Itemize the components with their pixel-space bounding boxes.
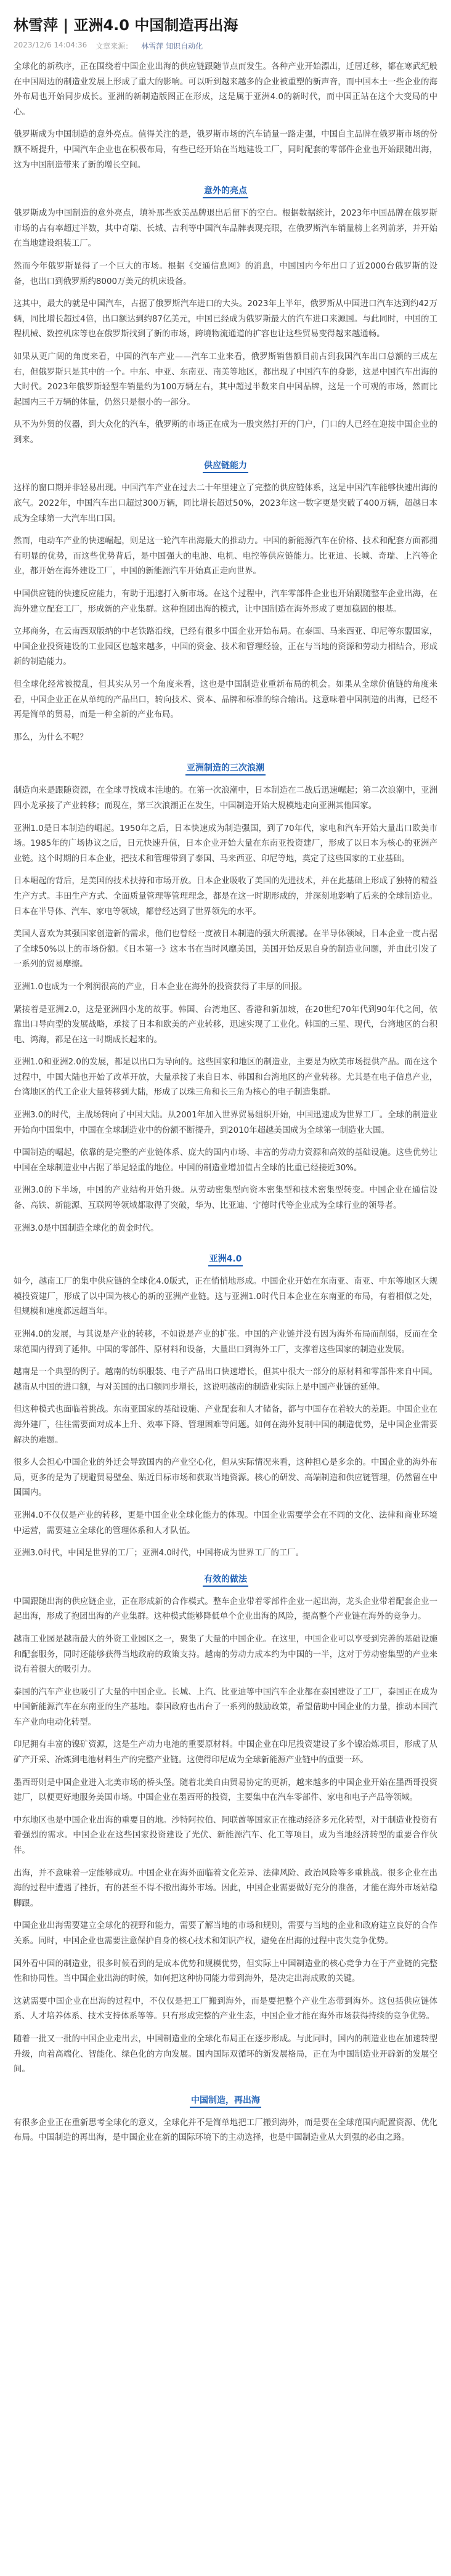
section-heading	[14, 1252, 437, 1266]
paragraph: 立邦商务，在云南西双版纳的中老铁路沿线，已经有很多中国企业开始布局。在泰国、马来西亚、印尼等东盟国家，中国企业投资建设的工业园区也越来越多，中国的资金、技术和管理经验，正在与当地的资源和劳动力相结合，形成新的制造能力。	[14, 627, 437, 667]
paragraph: 亚洲1.0和亚洲2.0的发展，都是以出口为导向的。这些国家和地区的制造业，主要是为欧美市场提供产品。而在这个过程中，中国大陆也开始了改革开放，大量承接了来自日本、韩国和台湾地区的产业转移。尤其是在电子信息产业，台湾地区的代工企业大量转移到大陆，形成了以珠三角和长三角为核心的电子制造集群。	[14, 1058, 437, 1098]
paragraph: 美国人喜欢为其强国家创造新的需求，他们也曾经一度被日本制造的强大所震撼。在半导体领域，日本企业一度占据了全球50%以上的市场份额。《日本第一》这本书在当时风靡美国，美国开始反思自身的制造业问题，并由此引发了一系列的贸易摩擦。	[14, 930, 437, 970]
section-heading	[14, 761, 437, 775]
article-meta	[14, 41, 437, 51]
paragraph: 从不为外贸的仪器，到大众化的汽车，俄罗斯的市场正在成为一股突然打开的门户，门口的人已经在迎接中国企业的到来。	[14, 420, 437, 445]
publish-date: 2023/12/6 14:04:36	[14, 41, 87, 49]
paragraph: 但这种模式也面临着挑战。东南亚国家的基础设施、产业配套和人才储备，都与中国存在着较大的差距。中国企业在海外建厂，往往需要面对成本上升、效率下降、管理困难等问题。如何在海外复制中国的制造优势，是中国企业需要解决的难题。	[14, 1405, 437, 1445]
paragraph: 中国制造的崛起，依靠的是完整的产业链体系、庞大的国内市场、丰富的劳动力资源和高效的基础设施。这些优势让中国在全球制造业中占据了举足轻重的地位。中国的制造业增加值占全球的比重已经接近30%。	[14, 1148, 437, 1173]
paragraph: 然而，电动车产业的快速崛起，则是这一轮汽车出海最大的推动力。中国的新能源汽车在价格、技术和配套方面都拥有明显的优势，而这些优势背后，是中国强大的电池、电机、电控等供应链能力。比亚迪、长城、奇瑞、上汽等企业，都开始在海外建设工厂，中国的新能源汽车开始真正走向世界。	[14, 537, 437, 577]
paragraph: 那么，为什么不呢？	[14, 732, 88, 742]
paragraph: 制造向来是跟随资源，在全球寻找成本洼地的。在第一次浪潮中，日本制造在二战后迅速崛起；第二次浪潮中，亚洲四小龙承接了产业转移；而现在，第三次浪潮正在发生，中国制造开始大规模地走向亚洲其他国家。	[14, 786, 437, 811]
section-heading	[14, 1573, 437, 1586]
paragraph: 亚洲3.0时代，中国是世界的工厂；亚洲4.0时代，中国将成为世界工厂的工厂。	[14, 1549, 304, 1558]
paragraph: 出海，并不意味着一定能够成功。中国企业在海外面临着文化差异、法律风险、政治风险等多重挑战。很多企业在出海的过程中遭遇了挫折，有的甚至不得不撤出海外市场。因此，中国企业需要做好充分的准备，才能在海外市场站稳脚跟。	[14, 1868, 437, 1908]
paragraph: 俄罗斯成为中国制造的意外亮点，填补那些欧美品牌退出后留下的空白。根据数据统计，2023年中国品牌在俄罗斯市场的占有率超过半数，其中奇瑞、长城、吉利等中国汽车品牌表现亮眼，在俄罗斯汽车销量榜上名列前茅，并开始在当地建设组装工厂。	[14, 209, 437, 249]
source-label: 文章来源：	[95, 42, 133, 51]
section-heading-text: 供应链能力	[203, 461, 248, 473]
paragraph: 亚洲1.0是日本制造的崛起。1950年之后，日本快速成为制造强国，到了70年代，家电和汽车开始大量出口欧美市场。1985年的广场协议之后，日元快速升值，日本企业开始大量在东南亚投资建厂，形成了以日本为核心的亚洲产业链。这个时期的日本企业，把技术和管理带到了泰国、马来西亚、印尼等地，奠定了这些国家的工业基础。	[14, 824, 437, 864]
paragraph: 随着一批又一批的中国企业走出去，中国制造业的全球化布局正在逐步形成。与此同时，国内的制造业也在加速转型升级，向着高端化、智能化、绿色化的方向发展。国内国际双循环的新发展格局，正在为中国制造业开辟新的发展空间。	[14, 2034, 437, 2075]
paragraph: 泰国的汽车产业也吸引了大量的中国企业。长城、上汽、比亚迪等中国汽车企业都在泰国建设了工厂，泰国正在成为中国新能源汽车在东南亚的生产基地。泰国政府也出台了一系列的鼓励政策，希望借助中国企业的力量，推动本国汽车产业向电动化转型。	[14, 1687, 437, 1727]
paragraph: 越南工业园是越南最大的外资工业园区之一，聚集了大量的中国企业。在这里，中国企业可以享受到完善的基础设施和配套服务，同时还能够获得当地政府的政策支持。越南的劳动力成本约为中国的一半，这对于劳动密集型的产业来说有着很大的吸引力。	[14, 1634, 437, 1675]
paragraph: 亚洲3.0的下半场，中国的产业结构开始升级。从劳动密集型向资本密集型和技术密集型转变。中国企业在通信设备、高铁、新能源、互联网等领域都取得了突破，华为、比亚迪、宁德时代等企业成为全球行业的领导者。	[14, 1186, 437, 1211]
paragraph: 这其中，最大的就是中国汽车，占据了俄罗斯汽车进口的大头。2023年上半年，俄罗斯从中国进口汽车达到约42万辆，同比增长超过4倍，出口额达到约87亿美元，中国已经成为俄罗斯最大的汽车进口来源国。与此同时，中国的工程机械、数控机床等也在俄罗斯找到了新的市场，跨境物流通道的扩容也让这些贸易变得越来越通畅。	[14, 299, 437, 339]
paragraph: 中国企业出海需要建立全球化的视野和能力，需要了解当地的市场和规则，需要与当地的企业和政府建立良好的合作关系。同时，中国企业也需要注意保护自身的核心技术和知识产权，避免在出海的过程中丧失竞争优势。	[14, 1921, 437, 1946]
paragraph: 这就需要中国企业在出海的过程中，不仅仅是把工厂搬到海外，而是要把整个产业生态带到海外。这包括供应链体系、人才培养体系、技术支持体系等等。只有形成完整的产业生态，中国企业才能在海外市场获得持续的竞争优势。	[14, 1996, 437, 2022]
paragraph: 亚洲4.0的发展，与其说是产业的转移，不如说是产业的扩张。中国的产业链并没有因为海外布局而削弱，反而在全球范围内得到了延伸。中国的零部件、原材料和设备，大量出口到海外工厂，支撑着这些国家的制造业发展。	[14, 1330, 437, 1355]
paragraph: 日本崛起的背后，是美国的技术扶持和市场开放。日本企业吸收了美国的先进技术，并在此基础上形成了独特的精益生产方式。丰田生产方式、全面质量管理等管理理念，都是在这一时期形成的，并深刻地影响了后来的全球制造业。日本在半导体、汽车、家电等领域，都曾经达到了世界领先的水平。	[14, 877, 437, 917]
section-heading	[14, 2094, 437, 2107]
paragraph: 全球化的新秩序，正在围绕着中国企业出海的供应链跟随节点而发生。各种产业开始漂出，迁居迁移，都在寒武纪般在中国周边的制造业发展上形成了重大的影响。可以听到越来越多的企业被重塑的新声音，而中国本土一些企业的海外布局也开始同步成长。亚洲的新制造版图正在形成，这是属于亚洲4.0的新时代，而中国正站在这个大变局的中心。	[14, 62, 437, 117]
paragraph: 这样的窗口期并非轻易出现。中国汽车产业在过去二十年里建立了完整的供应链体系，这是中国汽车能够快速出海的底气。2022年，中国汽车出口超过300万辆，同比增长超过50%，2023年这一数字更是突破了400万辆，超越日本成为全球第一大汽车出口国。	[14, 484, 437, 524]
paragraph: 中国跟随出海的供应链企业，正在形成新的合作模式。整车企业带着零部件企业一起出海，龙头企业带着配套企业一起出海，形成了抱团出海的产业集群。这种模式能够降低单个企业出海的风险，提高整个产业链在海外的竞争力。	[14, 1597, 437, 1622]
paragraph: 亚洲4.0不仅仅是产业的转移，更是中国企业全球化能力的体现。中国企业需要学会在不同的文化、法律和商业环境中运营，需要建立全球化的管理体系和人才队伍。	[14, 1510, 437, 1536]
paragraph: 紧接着是亚洲2.0，这是亚洲四小龙的故事。韩国、台湾地区、香港和新加坡，在20世纪70年代到90年代之间，依靠出口导向型的发展战略，承接了日本和欧美的产业转移，迅速实现了工业化。韩国的三星、现代，台湾地区的台积电、鸿海，都是在这一时期成长起来的。	[14, 1005, 437, 1045]
section-heading-text: 亚洲4.0	[208, 1254, 243, 1266]
paragraph: 越南是一个典型的例子。越南的纺织服装、电子产品出口快速增长，但其中很大一部分的原材料和零部件来自中国。越南从中国的进口额，与对美国的出口额同步增长，这说明越南的制造业实际上是中国产业链的延伸。	[14, 1367, 437, 1392]
paragraph: 然而今年俄罗斯显得了一个巨大的市场。根据《交通信息网》的消息，中国国内今年出口了近2000台俄罗斯的设备，也出口到俄罗斯约8000万美元的机床设备。	[14, 261, 437, 286]
paragraph: 如果从更广阔的角度来看，中国的汽车产业——汽车工业来看，俄罗斯销售额目前占到我国汽车出口总额的三成左右，但俄罗斯只是其中的一个。中东、中亚、东南亚、南美等地区，都出现了中国汽车的身影，这是中国汽车出海的大时代。2023年俄罗斯轻型车销量约为100万辆左右，其中超过半数来自中国品牌，这是一个可观的市场，然而比起国内三千万辆的体量，仍然只是很小的一部分。	[14, 352, 437, 407]
paragraph: 很多人会担心中国企业的外迁会导致国内的产业空心化，但从实际情况来看，这种担心是多余的。中国企业的海外布局，更多的是为了规避贸易壁垒、贴近目标市场和获取当地资源。核心的研发、高端制造和供应链管理，仍然留在中国国内。	[14, 1458, 437, 1498]
section-heading-text: 亚洲制造的三次浪潮	[185, 763, 266, 776]
paragraph: 亚洲3.0的时代，主战场转向了中国大陆。从2001年加入世界贸易组织开始，中国迅速成为世界工厂。全球的制造业开始向中国集中，中国在全球制造业中的份额不断提升，到2010年超越美国成为全球第一制造业大国。	[14, 1111, 437, 1135]
section-heading	[14, 184, 437, 198]
paragraph: 印尼拥有丰富的镍矿资源，这是生产动力电池的重要原材料。中国企业在印尼投资建设了多个镍冶炼项目，形成了从矿产开采、冶炼到电池材料生产的完整产业链。这使得印尼成为全球新能源产业链中的重要一环。	[14, 1740, 437, 1765]
paragraph: 如今，越南工厂的集中供应链的全球化4.0版式，正在悄悄地形成。中国企业开始在东南亚、南亚、中东等地区大规模投资建厂，形成了以中国为核心的新的亚洲产业链。这与亚洲1.0时代日本企业在东南亚的布局，有着相似之处，但规模和速度都远超当年。	[14, 1277, 437, 1317]
section-heading-text: 有效的做法	[203, 1574, 248, 1587]
paragraph: 亚洲3.0是中国制造全球化的黄金时代。	[14, 1223, 159, 1233]
paragraph: 亚洲1.0也成为一个利润很高的产业，日本企业在海外的投资获得了丰厚的回报。	[14, 982, 307, 992]
paragraph: 但全球化经常被搅乱，但其实从另一个角度来看，这也是中国制造业重新布局的机会。如果从全球价值链的角度来看，中国企业正在从单纯的产品出口，转向技术、资本、品牌和标准的综合输出。这意味着中国制造的出海，已经不再是简单的贸易，而是一种全新的产业布局。	[14, 680, 437, 720]
paragraph: 中东地区也是中国企业出海的重要目的地。沙特阿拉伯、阿联酋等国家正在推动经济多元化转型，对于制造业投资有着强烈的需求。中国企业在这些国家投资建设了光伏、新能源汽车、化工等项目，成为当地经济转型的重要合作伙伴。	[14, 1815, 437, 1856]
section-heading	[14, 459, 437, 472]
article-title: 林雪萍 | 亚洲4.0 中国制造再出海	[14, 17, 238, 34]
section-heading-text: 意外的亮点	[203, 186, 248, 198]
account-link[interactable]: 林雪萍 知识自动化	[141, 42, 203, 51]
paragraph: 墨西哥则是中国企业进入北美市场的桥头堡。随着北美自由贸易协定的更新，越来越多的中国企业开始在墨西哥投资建厂，以便更好地服务美国市场。中国企业在墨西哥的投资，主要集中在汽车零部件、家电和电子产品等领域。	[14, 1778, 437, 1803]
paragraph: 国外看中国的制造业，很多时候看到的是成本优势和规模优势，但实际上中国制造业的核心竞争力在于产业链的完整性和协同性。当中国企业出海的时候，如何把这种协同能力带到海外，是决定出海成败的关键。	[14, 1959, 437, 1984]
paragraph: 有很多企业正在重新思考全球化的意义，全球化并不是简单地把工厂搬到海外，而是要在全球范围内配置资源、优化布局。中国制造的再出海，是中国企业在新的国际环境下的主动选择，也是中国制造业从大到强的必由之路。	[14, 2118, 437, 2143]
article-body	[14, 60, 437, 2146]
paragraph: 中国供应链的快速反应能力，有助于迅速打入新市场。在这个过程中，汽车零部件企业也开始跟随整车企业出海，在海外建立配套工厂，形成新的产业集群。这种抱团出海的模式，让中国制造在海外形成了更加稳固的根基。	[14, 589, 437, 614]
section-heading-text: 中国制造，再出海	[190, 2096, 261, 2108]
paragraph: 俄罗斯成为中国制造的意外亮点。值得关注的是，俄罗斯市场的汽车销量一路走强，中国自主品牌在俄罗斯市场的份额不断提升，中国汽车企业也在积极布局，有些已经开始在当地建设工厂，同时配套的零部件企业也开始跟随出海，这为中国制造带来了新的增长空间。	[14, 130, 437, 170]
